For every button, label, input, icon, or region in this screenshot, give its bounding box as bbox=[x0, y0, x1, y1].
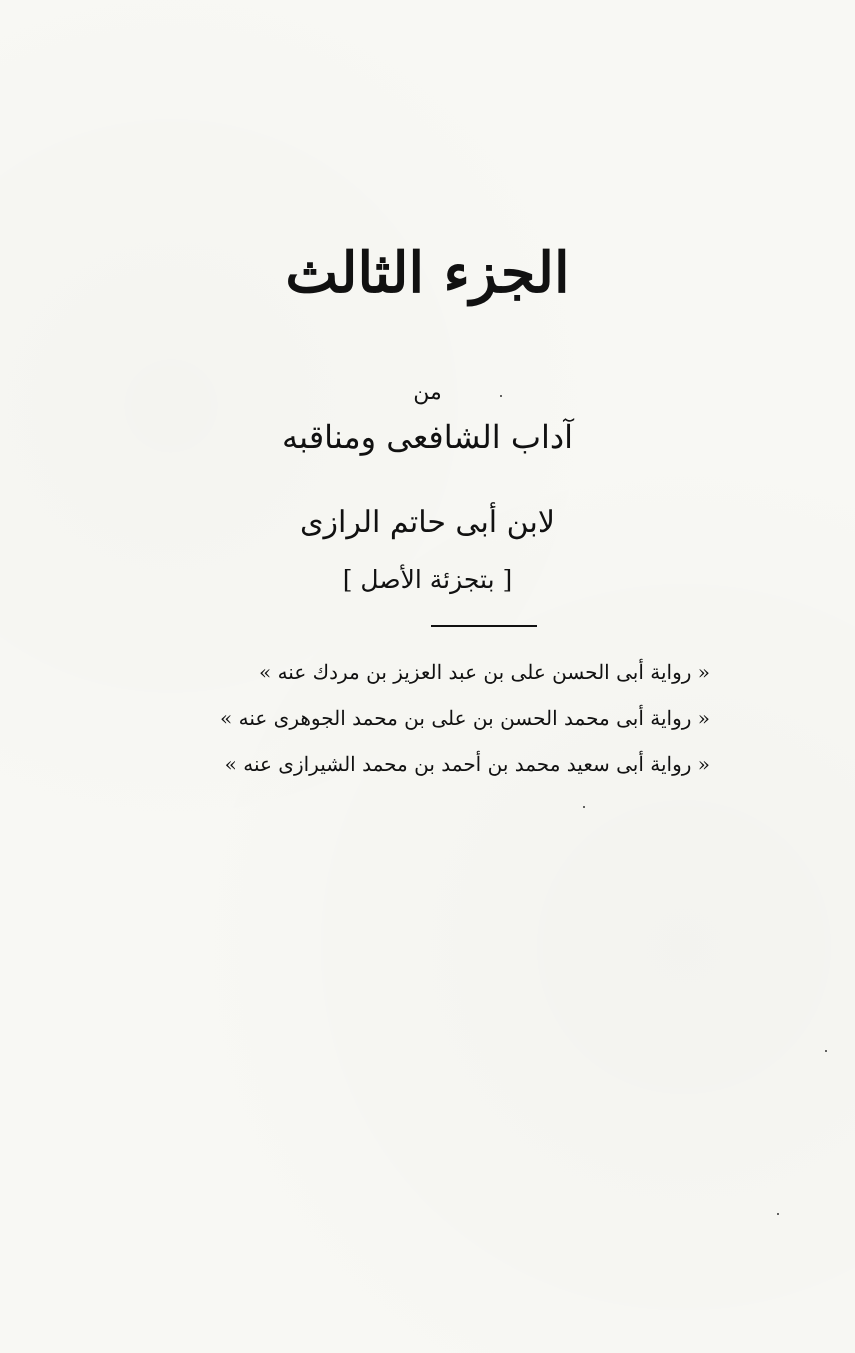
volume-title: الجزء الثالث bbox=[285, 240, 570, 306]
paper-speck bbox=[825, 1050, 827, 1052]
narration-line: « رواية أبى محمد الحسن بن على بن محمد الجوهرى عنه » bbox=[220, 706, 710, 730]
author-line: لابن أبى حاتم الرازى bbox=[300, 505, 555, 540]
division-note: [ بتجزئة الأصل ] bbox=[342, 565, 513, 594]
narration-line: « رواية أبى الحسن على بن عبد العزيز بن مردك عنه » bbox=[258, 660, 710, 684]
from-word: من bbox=[413, 380, 442, 405]
book-title: آداب الشافعى ومناقبه bbox=[282, 418, 573, 456]
paper-speck bbox=[777, 1213, 779, 1215]
divider-rule bbox=[431, 625, 537, 627]
paper-speck bbox=[583, 806, 585, 808]
narration-line: « رواية أبى سعيد محمد بن أحمد بن محمد الشيرازى عنه » bbox=[224, 752, 710, 776]
paper-speck bbox=[500, 395, 502, 397]
